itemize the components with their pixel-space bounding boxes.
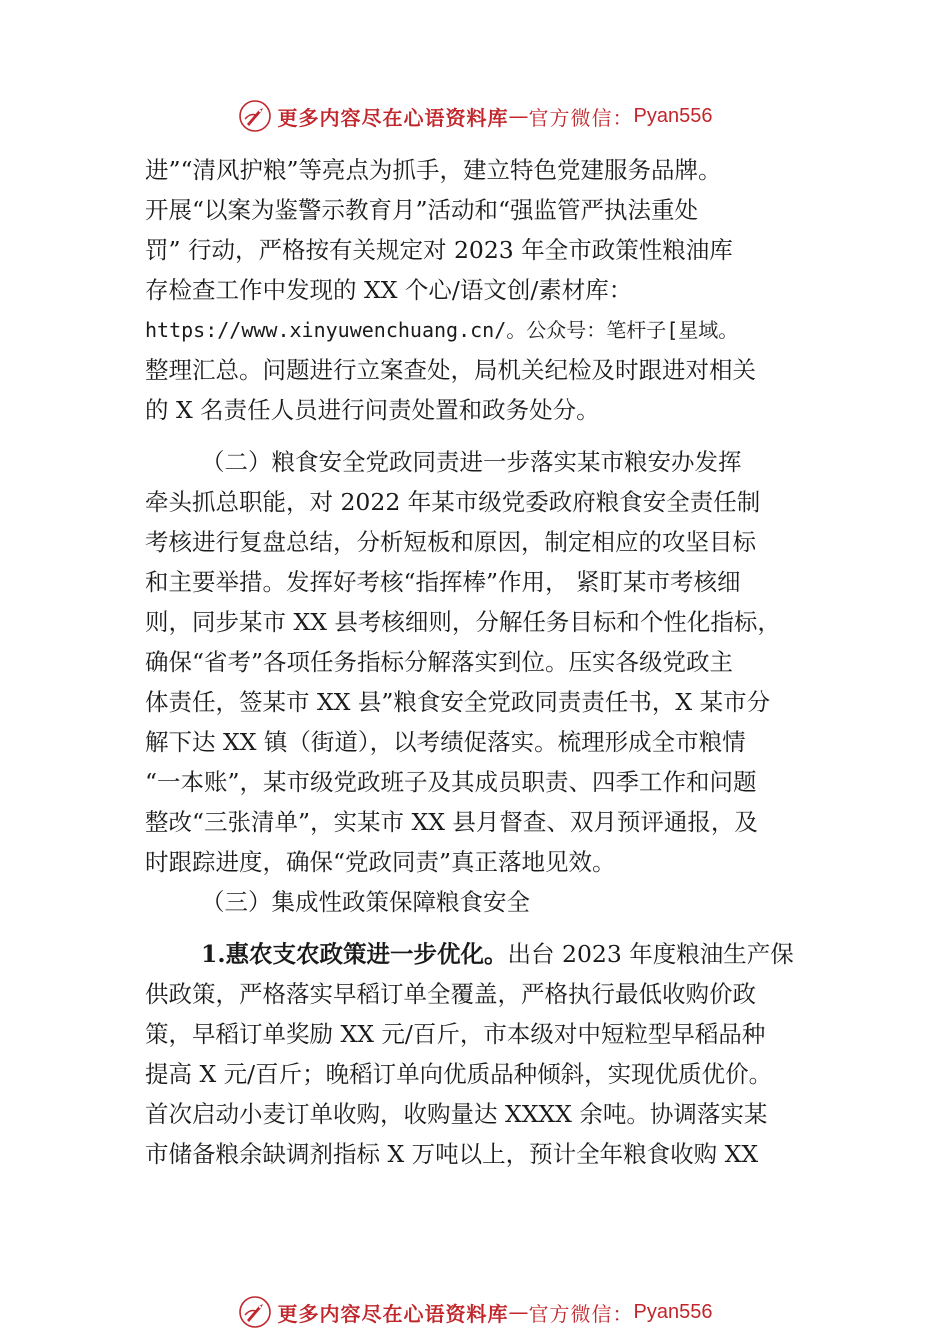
text-line: 和主要举措。发挥好考核“指挥棒”作用， 紧盯某市考核细 [145, 568, 741, 596]
text-line-url: https://www.xinyuwenchuang.cn/。公众号：笔杆子[星域。 [145, 318, 739, 342]
section-heading: （三）集成性政策保障粮食安全 [201, 888, 530, 916]
text-line: 整改“三张清单”，实某市 XX 县月督查、双月预评通报，及 [145, 808, 758, 836]
pen-nib-logo-icon [238, 1295, 272, 1329]
text-line: 牵头抓总职能，对 2022 年某市级党委政府粮食安全责任制 [145, 488, 761, 516]
text-line: 首次启动小麦订单收购，收购量达 XXXX 余吨。协调落实某 [145, 1100, 768, 1128]
text-line: 供政策，严格落实早稻订单全覆盖，严格执行最低收购价政 [145, 980, 756, 1008]
section-integrated-policy [145, 882, 813, 1174]
text-line: 罚” 行动，严格按有关规定对 2023 年全市政策性粮油库 [145, 236, 733, 264]
wechat-label: 官方微信： [528, 105, 634, 130]
text-line: 开展“以案为鉴警示教育月”活动和“强监管严执法重处 [145, 196, 699, 224]
text-line: 体责任，签某市 XX 县”粮食安全党政同责责任书，X 某市分 [145, 688, 771, 716]
header-banner [0, 94, 950, 138]
text-line: 进”“清风护粮”等亮点为抓手，建立特色党建服务品牌。 [145, 156, 722, 184]
text-line: 解下达 XX 镇（街道），以考绩促落实。梳理形成全市粮情 [145, 728, 746, 756]
text-line: 时跟踪进度，确保“党政同责”真正落地见效。 [145, 848, 616, 876]
section-food-security-responsibility [145, 442, 813, 882]
text-line: 整理汇总。问题进行立案查处，局机关纪检及时跟进对相关 [145, 356, 756, 384]
text-line: 策，早稻订单奖励 XX 元/百斤，市本级对中短粒型早稻品种 [145, 1020, 766, 1048]
section-party-building [145, 150, 813, 430]
banner-separator: — [508, 1300, 529, 1324]
bold-lead-title: 1.惠农支农政策进一步优化。 [201, 940, 508, 968]
wechat-id: Pyan556 [633, 104, 713, 127]
section-heading-line: （二）粮食安全党政同责进一步落实某市粮安办发挥 [201, 448, 742, 476]
wechat-id: Pyan556 [633, 1300, 713, 1323]
lead-rest: 出台 2023 年度粮油生产保 [507, 940, 794, 968]
brand-text: 更多内容尽在心语资料库 [277, 1301, 509, 1326]
footer-banner [0, 1290, 950, 1334]
document-body [145, 150, 813, 1174]
text-line: 则，同步某市 XX 县考核细则，分解任务目标和个性化指标， [145, 608, 781, 636]
banner-separator: — [508, 104, 529, 128]
text-line: 确保“省考”各项任务指标分解落实到位。压实各级党政主 [145, 648, 734, 676]
pen-nib-logo-icon [238, 99, 272, 133]
text-line: “一本账”，某市级党政班子及其成员职责、四季工作和问题 [145, 768, 757, 796]
bold-lead-line [145, 934, 813, 974]
text-line: 的 X 名责任人员进行问责处置和政务处分。 [145, 396, 600, 424]
text-line: 市储备粮余缺调剂指标 X 万吨以上，预计全年粮食收购 XX [145, 1140, 759, 1168]
text-line: 存检查工作中发现的 XX 个心/语文创/素材库： [145, 276, 633, 304]
brand-text: 更多内容尽在心语资料库 [277, 105, 509, 130]
text-line: 考核进行复盘总结，分析短板和原因，制定相应的攻坚目标 [145, 528, 756, 556]
text-line: 提高 X 元/百斤；晚稻订单向优质品种倾斜，实现优质优价。 [145, 1060, 773, 1088]
wechat-label: 官方微信： [528, 1301, 634, 1326]
